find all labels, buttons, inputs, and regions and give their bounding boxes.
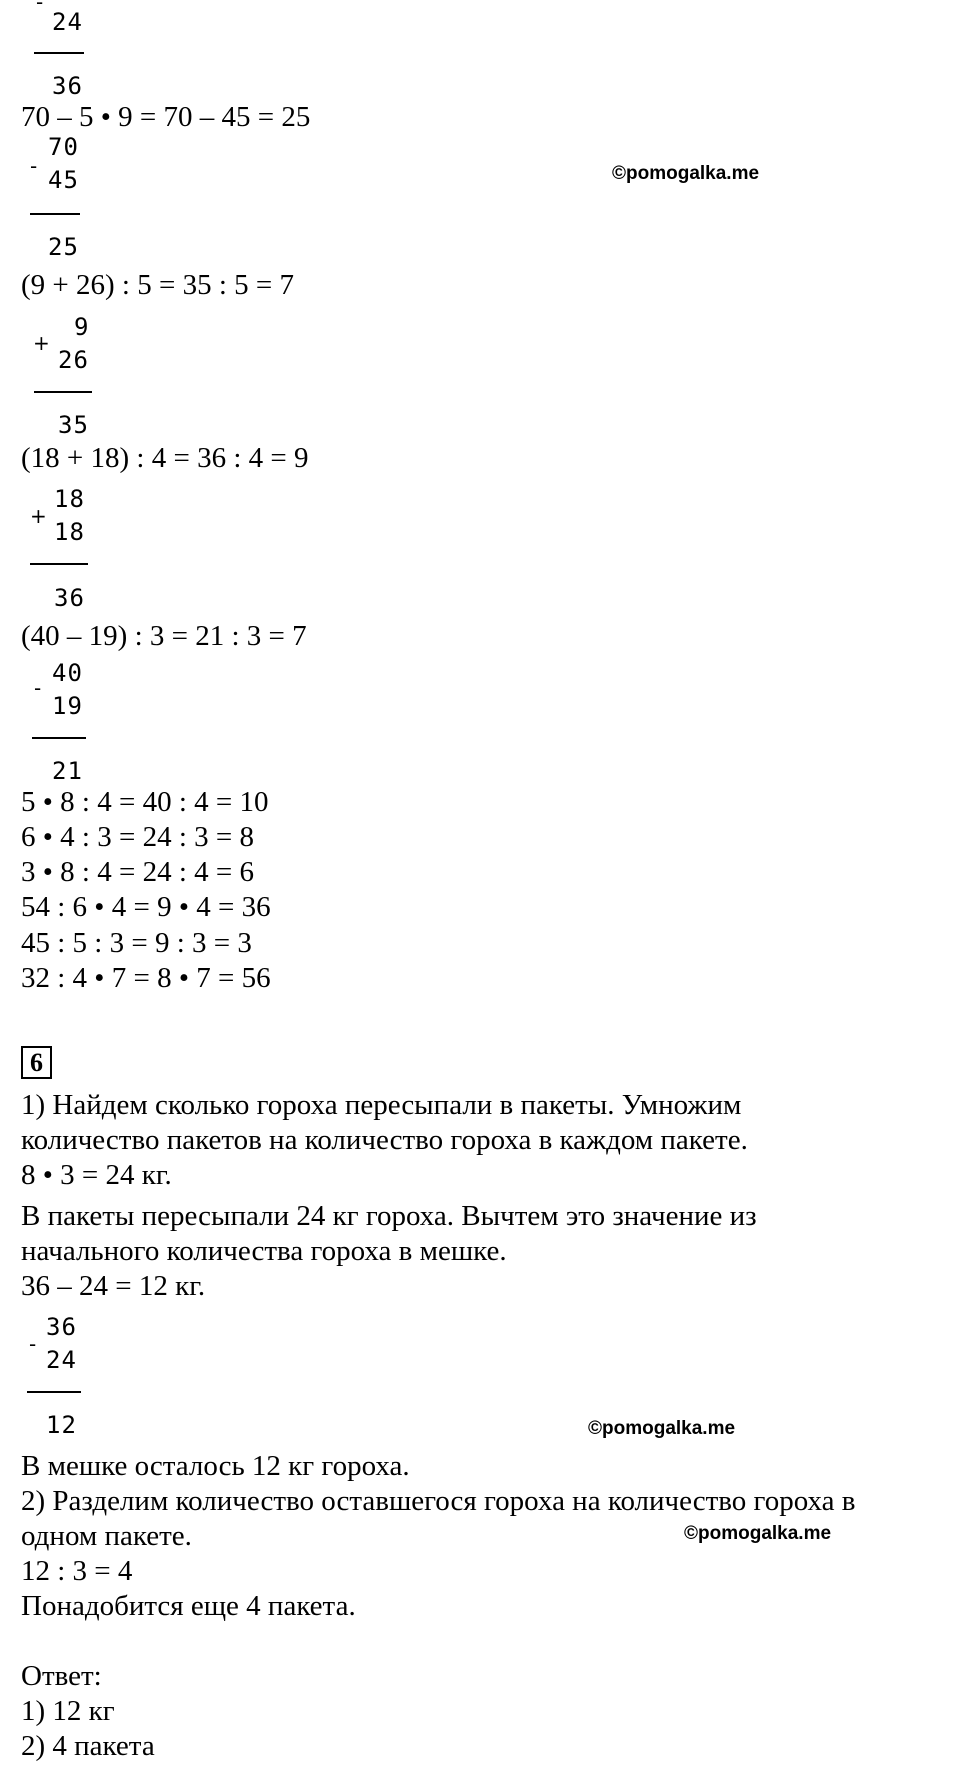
solution-line: 1) Найдем сколько гороха пересыпали в пакеты. Умножим: [21, 1089, 742, 1121]
minus-sign: -: [29, 1332, 37, 1356]
equation-line: (9 + 26) : 5 = 35 : 5 = 7: [21, 269, 294, 301]
equation-line: (18 + 18) : 4 = 36 : 4 = 9: [21, 442, 309, 474]
solution-line: одном пакете.: [21, 1520, 192, 1552]
column-addend-2: 26: [58, 346, 89, 374]
answer-line: 1) 12 кг: [21, 1695, 115, 1727]
solution-line: 12 : 3 = 4: [21, 1555, 133, 1587]
column-addend-1: 9: [74, 313, 90, 341]
column-subtrahend: 45: [48, 166, 79, 194]
expression-line: 6 • 4 : 3 = 24 : 3 = 8: [21, 821, 254, 853]
column-bar: [30, 563, 88, 565]
column-subtrahend: 24: [52, 8, 83, 36]
column-bar: [34, 52, 84, 54]
column-bar: [27, 1391, 81, 1393]
watermark: ©pomogalka.me: [684, 1523, 832, 1544]
column-bar: [32, 737, 86, 739]
column-result: 25: [48, 233, 79, 261]
column-minuend: 40: [52, 659, 83, 687]
solution-line: В мешке осталось 12 кг гороха.: [21, 1450, 410, 1482]
watermark: ©pomogalka.me: [612, 163, 760, 184]
task-number-box: 6: [21, 1046, 52, 1079]
column-addend-2: 18: [54, 518, 85, 546]
equation-line: (40 – 19) : 3 = 21 : 3 = 7: [21, 620, 307, 652]
column-minuend: 70: [48, 133, 79, 161]
column-minuend: 36: [46, 1313, 77, 1341]
solution-line: 2) Разделим количество оставшегося гороха на количество гороха в: [21, 1485, 856, 1517]
plus-sign: +: [33, 331, 50, 355]
solution-line: 36 – 24 = 12 кг.: [21, 1270, 206, 1302]
solution-line: начального количества гороха в мешке.: [21, 1235, 507, 1267]
expression-line: 32 : 4 • 7 = 8 • 7 = 56: [21, 962, 271, 994]
equation-line: 70 – 5 • 9 = 70 – 45 = 25: [21, 101, 311, 133]
plus-sign: +: [30, 504, 47, 528]
column-result: 36: [54, 584, 85, 612]
column-subtrahend: 24: [46, 1346, 77, 1374]
column-result: 35: [58, 411, 89, 439]
column-subtrahend: 19: [52, 692, 83, 720]
column-result: 21: [52, 757, 83, 785]
solution-line: 8 • 3 = 24 кг.: [21, 1159, 172, 1191]
column-result: 12: [46, 1411, 77, 1439]
watermark: ©pomogalka.me: [588, 1418, 736, 1439]
column-addend-1: 18: [54, 485, 85, 513]
minus-sign: -: [30, 154, 38, 178]
answer-line: 2) 4 пакета: [21, 1730, 155, 1762]
solution-line: В пакеты пересыпали 24 кг гороха. Вычтем это значение из: [21, 1200, 757, 1232]
expression-line: 3 • 8 : 4 = 24 : 4 = 6: [21, 856, 254, 888]
column-bar: [34, 391, 92, 393]
column-bar: [30, 213, 80, 215]
expression-line: 54 : 6 • 4 = 9 • 4 = 36: [21, 891, 271, 923]
column-result: 36: [52, 72, 83, 100]
solution-line: Понадобится еще 4 пакета.: [21, 1590, 356, 1622]
expression-line: 45 : 5 : 3 = 9 : 3 = 3: [21, 927, 252, 959]
expression-line: 5 • 8 : 4 = 40 : 4 = 10: [21, 786, 269, 818]
minus-sign: -: [36, 0, 44, 14]
answer-heading: Ответ:: [21, 1660, 102, 1692]
minus-sign: -: [34, 676, 42, 700]
solution-line: количество пакетов на количество гороха в каждом пакете.: [21, 1124, 748, 1156]
